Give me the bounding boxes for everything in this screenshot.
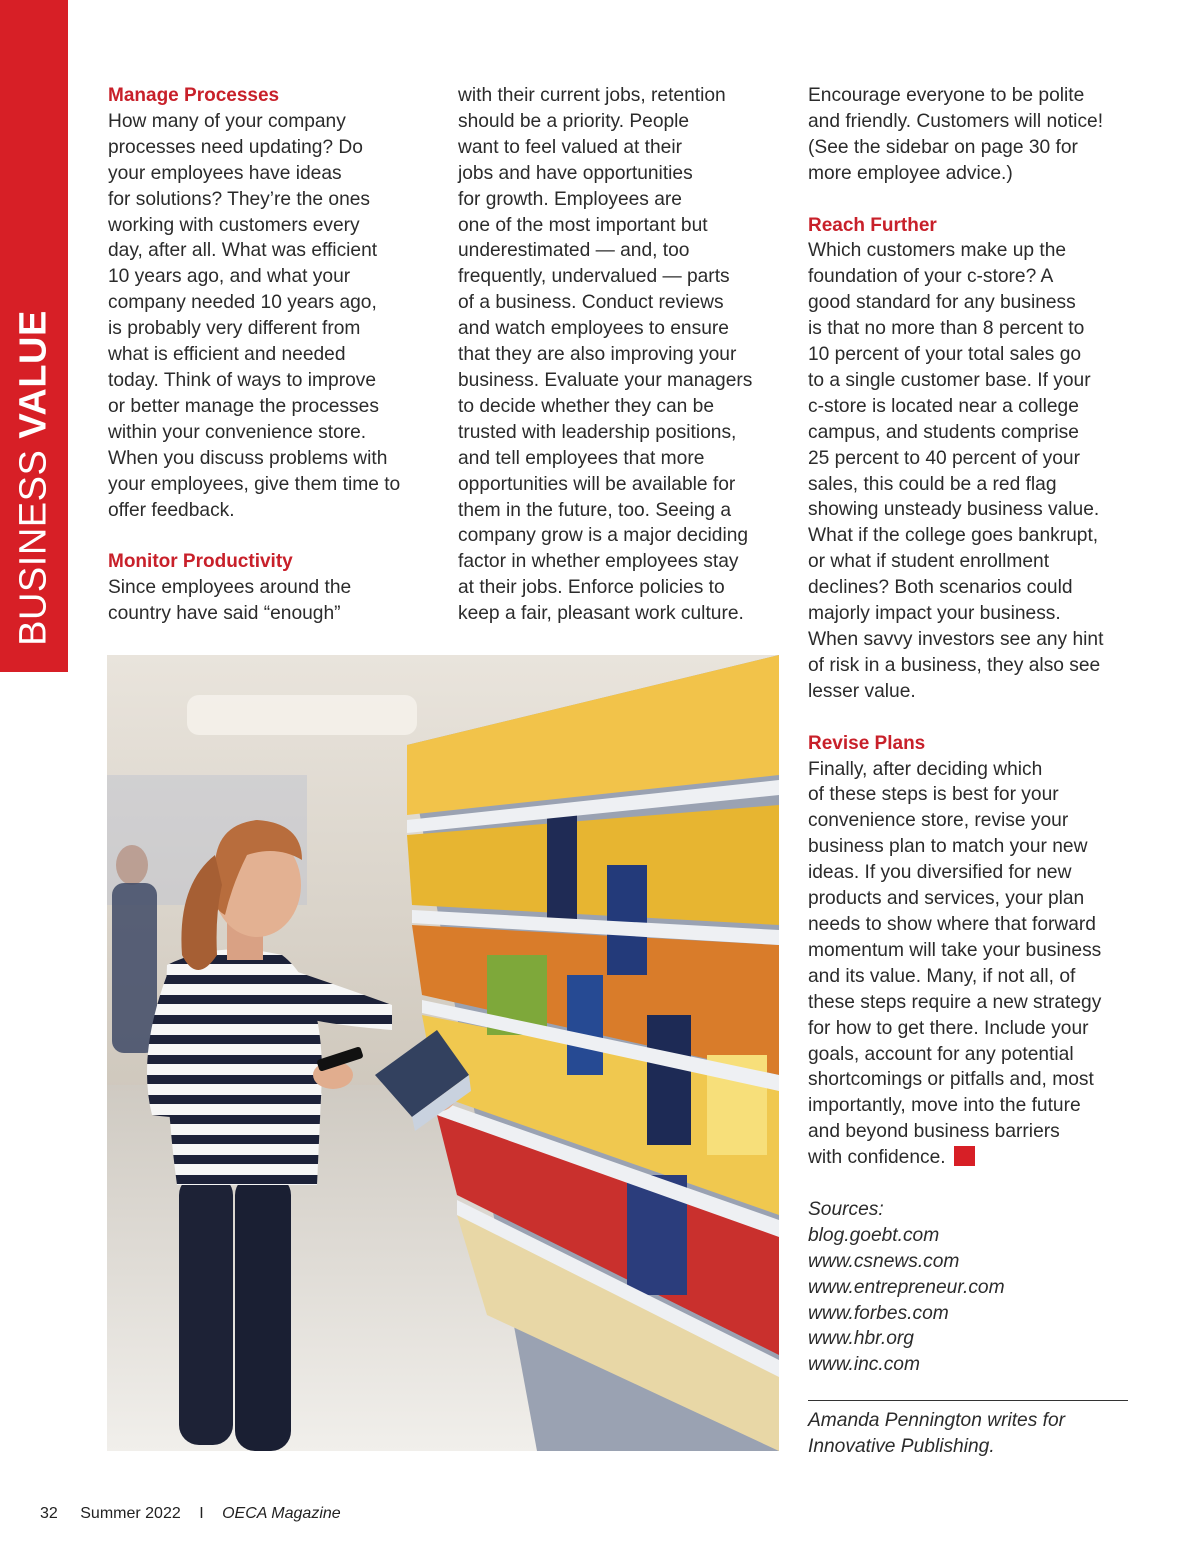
magazine-name: OECA Magazine: [222, 1505, 341, 1522]
source-item: www.inc.com: [808, 1354, 920, 1376]
source-item: www.hbr.org: [808, 1328, 914, 1350]
section-label-light: BUSINESS: [12, 438, 55, 646]
section-label-bold: VALUE: [12, 310, 55, 439]
shopper-photo: [107, 655, 779, 1451]
source-item: blog.goebt.com: [808, 1224, 940, 1246]
byline-divider: [808, 1400, 1128, 1401]
paragraph-monitor-productivity: Since employees around the country have said “enough”: [108, 577, 352, 625]
source-item: www.csnews.com: [808, 1250, 960, 1272]
end-mark-icon: [954, 1146, 975, 1166]
source-item: www.entrepreneur.com: [808, 1276, 1005, 1298]
sources-label: Sources:: [808, 1198, 884, 1220]
footer-separator: I: [199, 1505, 204, 1522]
paragraph-manage-processes: How many of your company processes need updating? Do your employees have ideas for solutions? They’re the ones working with customers every day, after all. What was efficient 10 years ago, and what your company needed 10 years ago, is probably very different from what is efficient and needed today. Think of ways to improve or better manage the processes within your convenience store. When you discuss problems with your employees, give them time to offer feedback.: [108, 110, 401, 521]
paragraph-retention: with their current jobs, retention should be a priority. People want to feel valued at their jobs and have opportunities for growth. Employees are one of the most important but underestimated — and, too frequently, undervalued — parts of a business. Conduct reviews and watch employees to ensure that they are also improving your business. Evaluate your managers to decide whether they can be trusted with leadership positions, and tell employees that more opportunities will be available for them in the future, too. Seeing a company grow is a major deciding factor in whether employees stay at their jobs. Enforce policies to keep a fair, pleasant work culture.: [458, 85, 753, 625]
paragraph-revise-plans: [808, 757, 1138, 1172]
page-footer: [40, 1505, 341, 1523]
heading-manage-processes: Manage Processes: [108, 85, 280, 106]
section-tab: [0, 0, 68, 672]
article-column-3: [808, 83, 1138, 1460]
article-column-1: [108, 83, 438, 627]
section-label: [13, 310, 56, 646]
article-column-2: [458, 83, 788, 627]
issue-label: Summer 2022: [80, 1505, 181, 1522]
author-byline: Amanda Pennington writes for Innovative Publishing.: [808, 1410, 1066, 1458]
paragraph-encourage: Encourage everyone to be polite and friendly. Customers will notice! (See the sidebar on page 30 for more employee advice.): [808, 85, 1104, 184]
revise-plans-text: Finally, after deciding which of these steps is best for your convenience store, revise your business plan to match your new ideas. If you diversified for new products and services, your plan needs to show where that forward momentum will take your business and its value. Many, if not all, of these steps require a new strategy for how to get there. Include your goals, account for any potential shortcomings or pitfalls and, most importantly, move into the future and beyond business barriers with confidence.: [808, 758, 1102, 1169]
sources-list: [808, 1197, 1138, 1378]
page-number: 32: [40, 1505, 58, 1522]
heading-reach-further: Reach Further: [808, 214, 937, 236]
paragraph-reach-further: Which customers make up the foundation of your c-store? A good standard for any business is that no more than 8 percent to 10 percent of your total sales go to a single customer base. If your c-store is located near a college campus, and students comprise 25 percent to 40 percent of your sales, this could be a red flag showing unsteady business value. What if the college goes bankrupt, or what if student enrollment declines? Both scenarios could majorly impact your business. When savvy investors see any hint of risk in a business, they also see lesser value.: [808, 240, 1104, 702]
heading-revise-plans: Revise Plans: [808, 732, 926, 754]
heading-monitor-productivity: Monitor Productivity: [108, 551, 293, 573]
source-item: www.forbes.com: [808, 1302, 949, 1324]
